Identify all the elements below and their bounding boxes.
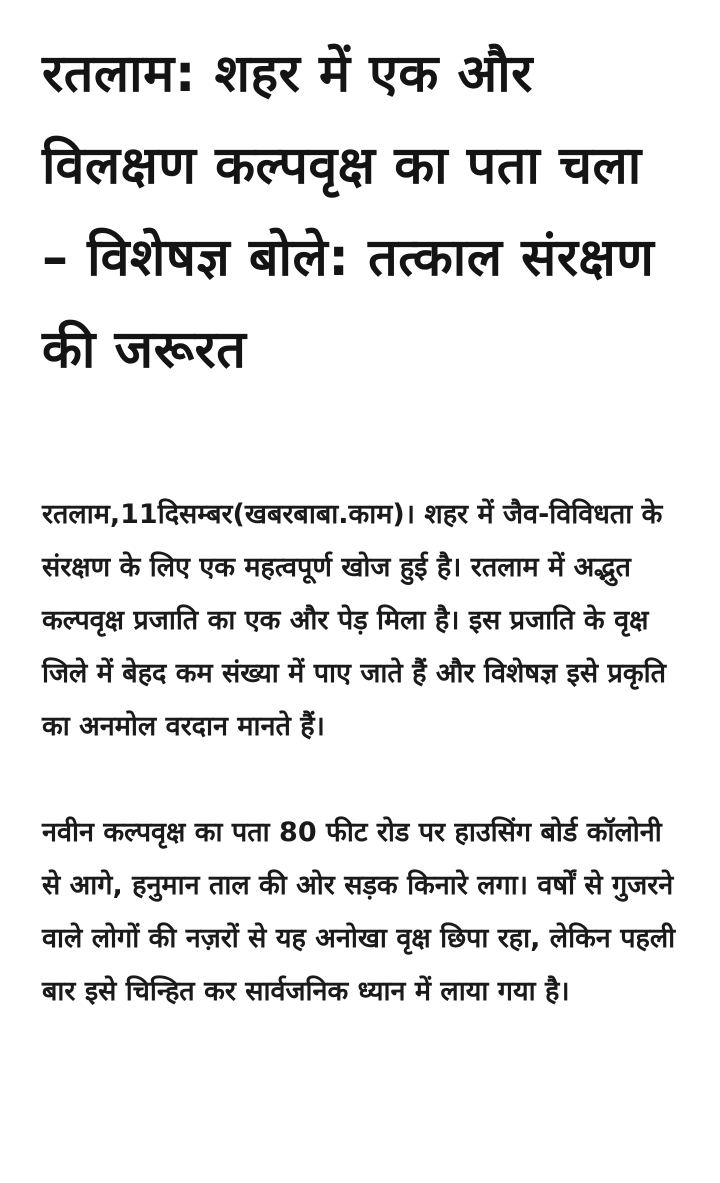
article-paragraph-1: रतलाम,11दिसम्बर(खबरबाबा.काम)। शहर में जैव-विविधता के संरक्षण के लिए एक महत्वपूर्ण खोज हुई है। रतलाम में अद्भुत कल्पवृक्ष प्रजाति का एक और पेड़ मिला है। इस प्रजाति के वृक्ष जिले में बेहद कम संख्या में पाए जाते हैं और विशेषज्ञ इसे प्रकृति का अनमोल वरदान मानते हैं। xyxy=(42,499,667,742)
article-paragraph-2: नवीन कल्पवृक्ष का पता 80 फीट रोड पर हाउसिंग बोर्ड कॉलोनी से आगे, हनुमान ताल की ओर सड़क किनारे लगा। वर्षों से गुजरने वाले लोगों की नज़रों से यह अनोखा वृक्ष छिपा रहा, लेकिन पहली बार इसे चिन्हित कर सार्वजनिक ध्यान में लाया गया है। xyxy=(42,817,676,1007)
article-headline: रतलाम: शहर में एक और विलक्षण कल्पवृक्ष का पता चला – विशेषज्ञ बोले: तत्काल संरक्षण की जरूरत xyxy=(42,44,655,380)
